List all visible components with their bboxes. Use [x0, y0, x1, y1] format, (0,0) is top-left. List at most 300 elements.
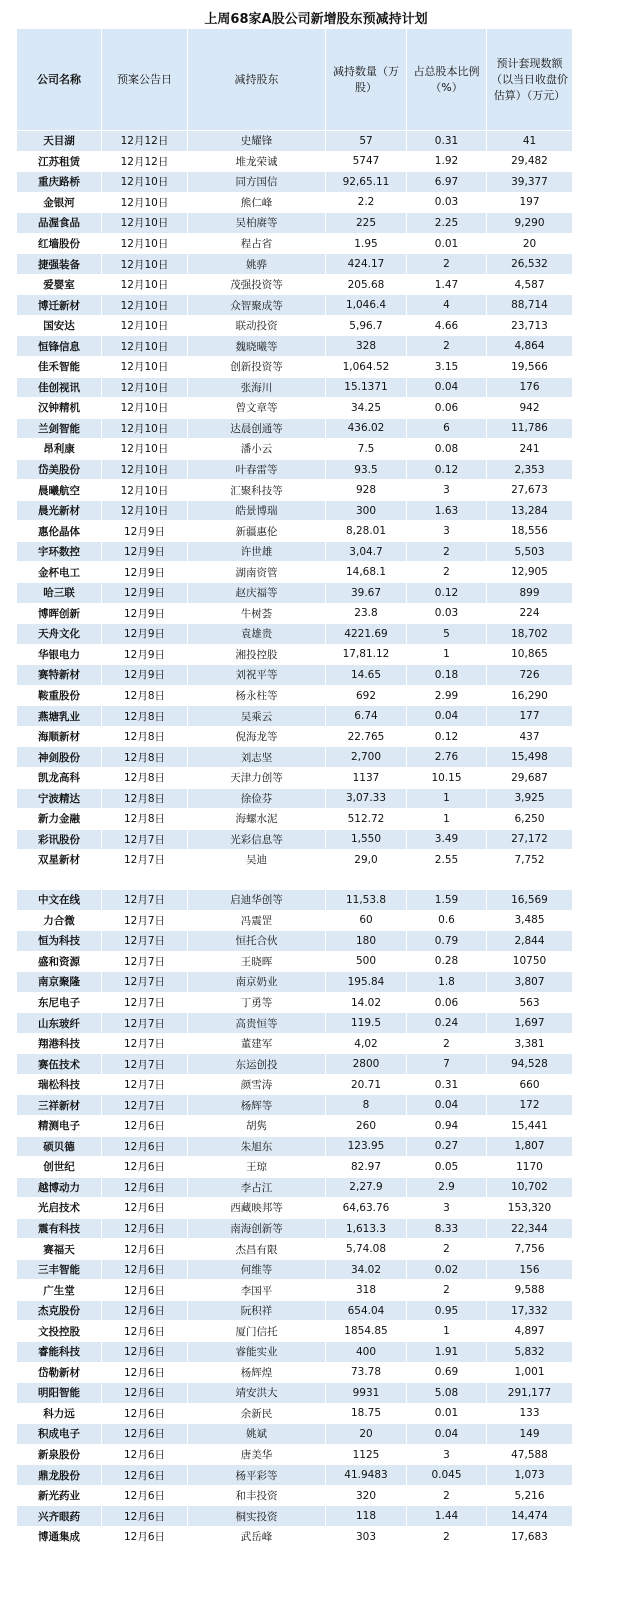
cell-company: 恒锋信息	[17, 336, 102, 357]
cell-shareholder: 袁雄贵	[188, 624, 326, 645]
cell-ratio: 0.045	[407, 1465, 487, 1486]
cell-shareholder: 冯震罡	[188, 910, 326, 931]
cell-date: 12月7日	[102, 1054, 188, 1075]
cell-company: 金银河	[17, 192, 102, 213]
cell-shareholder: 新疆惠伦	[188, 521, 326, 542]
cell-company: 盛和资源	[17, 951, 102, 972]
cell-quantity: 41.9483	[326, 1465, 407, 1486]
cell-company: 晨曦航空	[17, 480, 102, 501]
cell-ratio: 2	[407, 1280, 487, 1301]
table-title: 上周68家A股公司新增股东预减持计划	[204, 12, 428, 27]
cell-date: 12月9日	[102, 644, 188, 665]
cell-shareholder: 王琼	[188, 1157, 326, 1178]
cell-date: 12月10日	[102, 480, 188, 501]
cell-shareholder: 南京奶业	[188, 972, 326, 993]
cell-ratio: 1.59	[407, 890, 487, 911]
table-row	[17, 910, 573, 931]
cell-date: 12月7日	[102, 972, 188, 993]
cell-date: 12月6日	[102, 1403, 188, 1424]
cell-shareholder: 熊仁峰	[188, 192, 326, 213]
cell-ratio: 0.31	[407, 131, 487, 152]
cell-amount: 156	[487, 1259, 573, 1280]
cell-quantity: 18.75	[326, 1403, 407, 1424]
cell-quantity: 328	[326, 336, 407, 357]
cell-company: 睿能科技	[17, 1342, 102, 1363]
cell-quantity: 1,046.4	[326, 295, 407, 316]
table-row	[17, 459, 573, 480]
cell-ratio: 0.12	[407, 583, 487, 604]
cell-ratio: 2	[407, 254, 487, 275]
cell-shareholder: 刘祝平等	[188, 665, 326, 686]
cell-company: 瑞松科技	[17, 1074, 102, 1095]
cell-shareholder: 许世雄	[188, 541, 326, 562]
cell-quantity: 14.65	[326, 665, 407, 686]
cell-company: 重庆路桥	[17, 172, 102, 193]
cell-shareholder: 李国平	[188, 1280, 326, 1301]
cell-amount: 94,528	[487, 1054, 573, 1075]
cell-company: 品渥食品	[17, 213, 102, 234]
cell-amount: 16,569	[487, 890, 573, 911]
cell-company: 三祥新材	[17, 1095, 102, 1116]
cell-shareholder: 天津力创等	[188, 767, 326, 788]
cell-date: 12月10日	[102, 192, 188, 213]
cell-quantity: 2,700	[326, 747, 407, 768]
cell-amount: 224	[487, 603, 573, 624]
cell-shareholder: 程占省	[188, 233, 326, 254]
cell-amount: 177	[487, 706, 573, 727]
cell-ratio: 10.15	[407, 767, 487, 788]
cell-quantity: 29,0	[326, 850, 407, 871]
table-row	[17, 1136, 573, 1157]
cell-date: 12月10日	[102, 377, 188, 398]
cell-date: 12月8日	[102, 809, 188, 830]
cell-date: 12月8日	[102, 788, 188, 809]
cell-company: 晨光新材	[17, 500, 102, 521]
cell-company: 双星新材	[17, 850, 102, 871]
table-row	[17, 809, 573, 830]
cell-date: 12月7日	[102, 850, 188, 871]
cell-quantity: 1,613.3	[326, 1218, 407, 1239]
cell-shareholder: 茂强投资等	[188, 274, 326, 295]
cell-amount: 133	[487, 1403, 573, 1424]
cell-amount: 153,320	[487, 1198, 573, 1219]
cell-quantity: 9931	[326, 1383, 407, 1404]
cell-shareholder: 恒托合伙	[188, 931, 326, 952]
cell-ratio: 0.04	[407, 377, 487, 398]
cell-date: 12月7日	[102, 910, 188, 931]
table-row	[17, 1485, 573, 1506]
cell-date: 12月6日	[102, 1198, 188, 1219]
cell-quantity: 225	[326, 213, 407, 234]
cell-quantity: 303	[326, 1526, 407, 1547]
cell-ratio: 0.27	[407, 1136, 487, 1157]
cell-company: 哈三联	[17, 583, 102, 604]
table-row	[17, 767, 573, 788]
cell-date: 12月9日	[102, 665, 188, 686]
table-row	[17, 295, 573, 316]
cell-shareholder: 桐实投资	[188, 1506, 326, 1527]
cell-quantity: 260	[326, 1116, 407, 1137]
cell-date: 12月6日	[102, 1300, 188, 1321]
table-row	[17, 254, 573, 275]
cell-date: 12月9日	[102, 603, 188, 624]
cell-company: 鞍重股份	[17, 685, 102, 706]
cell-ratio: 0.94	[407, 1116, 487, 1137]
table-row	[17, 1013, 573, 1034]
cell-date: 12月10日	[102, 336, 188, 357]
cell-quantity: 4221.69	[326, 624, 407, 645]
cell-quantity: 92,65.11	[326, 172, 407, 193]
cell-quantity: 318	[326, 1280, 407, 1301]
cell-amount: 18,702	[487, 624, 573, 645]
cell-amount: 3,807	[487, 972, 573, 993]
cell-ratio: 3	[407, 480, 487, 501]
table-row	[17, 439, 573, 460]
cell-quantity: 2800	[326, 1054, 407, 1075]
cell-quantity: 195.84	[326, 972, 407, 993]
cell-amount: 17,332	[487, 1300, 573, 1321]
table-row	[17, 1198, 573, 1219]
table-row	[17, 398, 573, 419]
cell-amount: 15,498	[487, 747, 573, 768]
cell-amount: 27,172	[487, 829, 573, 850]
cell-ratio: 0.24	[407, 1013, 487, 1034]
cell-company: 杰克股份	[17, 1300, 102, 1321]
cell-company: 江苏租赁	[17, 151, 102, 172]
cell-quantity: 1125	[326, 1444, 407, 1465]
cell-ratio: 3.15	[407, 357, 487, 378]
cell-amount: 20	[487, 233, 573, 254]
cell-company: 红墙股份	[17, 233, 102, 254]
table-row	[17, 1095, 573, 1116]
cell-shareholder: 联动投资	[188, 315, 326, 336]
cell-shareholder: 湘投控股	[188, 644, 326, 665]
cell-amount: 23,713	[487, 315, 573, 336]
cell-ratio: 1	[407, 788, 487, 809]
cell-company: 神剑股份	[17, 747, 102, 768]
cell-ratio: 2	[407, 1526, 487, 1547]
table-row	[17, 972, 573, 993]
cell-quantity: 500	[326, 951, 407, 972]
cell-quantity: 3,07.33	[326, 788, 407, 809]
cell-company: 广生堂	[17, 1280, 102, 1301]
cell-ratio: 3.49	[407, 829, 487, 850]
cell-ratio: 0.04	[407, 1424, 487, 1445]
cell-ratio: 2.55	[407, 850, 487, 871]
table-row	[17, 172, 573, 193]
cell-company: 明阳智能	[17, 1383, 102, 1404]
table-row	[17, 336, 573, 357]
cell-shareholder: 靖安洪大	[188, 1383, 326, 1404]
cell-shareholder: 堆龙荣诚	[188, 151, 326, 172]
table-row	[17, 357, 573, 378]
cell-company: 岱美股份	[17, 459, 102, 480]
cell-quantity: 928	[326, 480, 407, 501]
cell-shareholder: 湖南资管	[188, 562, 326, 583]
cell-date: 12月8日	[102, 767, 188, 788]
cell-company: 震有科技	[17, 1218, 102, 1239]
cell-shareholder: 倪海龙等	[188, 726, 326, 747]
cell-ratio: 0.04	[407, 706, 487, 727]
cell-date: 12月8日	[102, 726, 188, 747]
cell-shareholder: 曾文章等	[188, 398, 326, 419]
cell-date: 12月10日	[102, 357, 188, 378]
cell-date: 12月6日	[102, 1362, 188, 1383]
cell-ratio: 2	[407, 1033, 487, 1054]
table-row	[17, 377, 573, 398]
cell-quantity: 57	[326, 131, 407, 152]
cell-company: 兰剑智能	[17, 418, 102, 439]
cell-company: 赛特新材	[17, 665, 102, 686]
cell-amount: 26,532	[487, 254, 573, 275]
cell-company: 宇环数控	[17, 541, 102, 562]
cell-ratio: 0.02	[407, 1259, 487, 1280]
cell-company: 力合微	[17, 910, 102, 931]
cell-amount: 5,832	[487, 1342, 573, 1363]
table-row	[17, 931, 573, 952]
cell-quantity: 424.17	[326, 254, 407, 275]
cell-date: 12月6日	[102, 1321, 188, 1342]
cell-ratio: 1.8	[407, 972, 487, 993]
cell-ratio: 8.33	[407, 1218, 487, 1239]
cell-shareholder: 汇聚科技等	[188, 480, 326, 501]
cell-ratio: 0.08	[407, 439, 487, 460]
cell-company: 汉钟精机	[17, 398, 102, 419]
cell-ratio: 0.03	[407, 603, 487, 624]
cell-quantity: 11,53.8	[326, 890, 407, 911]
cell-ratio: 4	[407, 295, 487, 316]
table-row	[17, 1157, 573, 1178]
cell-quantity: 3,04.7	[326, 541, 407, 562]
cell-date: 12月12日	[102, 151, 188, 172]
cell-amount: 942	[487, 398, 573, 419]
cell-ratio: 0.28	[407, 951, 487, 972]
cell-amount: 172	[487, 1095, 573, 1116]
cell-shareholder: 张海川	[188, 377, 326, 398]
table-row	[17, 1342, 573, 1363]
cell-amount: 19,566	[487, 357, 573, 378]
cell-shareholder: 众智聚成等	[188, 295, 326, 316]
cell-amount: 1,807	[487, 1136, 573, 1157]
cell-date: 12月10日	[102, 274, 188, 295]
cell-quantity: 2,27.9	[326, 1177, 407, 1198]
cell-date: 12月10日	[102, 418, 188, 439]
cell-company: 博通集成	[17, 1526, 102, 1547]
cell-quantity: 436.02	[326, 418, 407, 439]
cell-ratio: 0.69	[407, 1362, 487, 1383]
table-row	[17, 192, 573, 213]
table-body-part1	[17, 131, 573, 871]
cell-date: 12月6日	[102, 1116, 188, 1137]
cell-ratio: 0.01	[407, 1403, 487, 1424]
cell-shareholder: 颜雪涛	[188, 1074, 326, 1095]
cell-amount: 1,697	[487, 1013, 573, 1034]
cell-ratio: 1.92	[407, 151, 487, 172]
cell-quantity: 7.5	[326, 439, 407, 460]
cell-company: 山东玻纤	[17, 1013, 102, 1034]
cell-company: 硕贝德	[17, 1136, 102, 1157]
cell-amount: 16,290	[487, 685, 573, 706]
cell-shareholder: 朱旭东	[188, 1136, 326, 1157]
cell-ratio: 6.97	[407, 172, 487, 193]
cell-company: 恒为科技	[17, 931, 102, 952]
reduction-table-part2	[16, 889, 573, 1548]
cell-quantity: 123.95	[326, 1136, 407, 1157]
cell-quantity: 8,28.01	[326, 521, 407, 542]
cell-date: 12月6日	[102, 1506, 188, 1527]
cell-quantity: 119.5	[326, 1013, 407, 1034]
table-row	[17, 500, 573, 521]
cell-amount: 4,864	[487, 336, 573, 357]
cell-ratio: 1.44	[407, 1506, 487, 1527]
cell-amount: 14,474	[487, 1506, 573, 1527]
cell-shareholder: 东运创投	[188, 1054, 326, 1075]
cell-amount: 197	[487, 192, 573, 213]
cell-date: 12月12日	[102, 131, 188, 152]
table-row	[17, 131, 573, 152]
cell-date: 12月10日	[102, 439, 188, 460]
cell-company: 积成电子	[17, 1424, 102, 1445]
table-row	[17, 1218, 573, 1239]
cell-amount: 1,073	[487, 1465, 573, 1486]
cell-amount: 149	[487, 1424, 573, 1445]
table-row	[17, 418, 573, 439]
cell-shareholder: 和丰投资	[188, 1485, 326, 1506]
cell-company: 国安达	[17, 315, 102, 336]
cell-date: 12月7日	[102, 992, 188, 1013]
table-row	[17, 951, 573, 972]
cell-quantity: 1.95	[326, 233, 407, 254]
cell-shareholder: 余新民	[188, 1403, 326, 1424]
cell-quantity: 5,74.08	[326, 1239, 407, 1260]
table-row	[17, 1259, 573, 1280]
cell-amount: 3,485	[487, 910, 573, 931]
cell-amount: 10750	[487, 951, 573, 972]
cell-company: 天舟文化	[17, 624, 102, 645]
table-row	[17, 562, 573, 583]
cell-quantity: 400	[326, 1342, 407, 1363]
cell-quantity: 15.1371	[326, 377, 407, 398]
table-row	[17, 480, 573, 501]
cell-quantity: 34.25	[326, 398, 407, 419]
table-row	[17, 151, 573, 172]
cell-quantity: 60	[326, 910, 407, 931]
cell-amount: 5,216	[487, 1485, 573, 1506]
table-row	[17, 685, 573, 706]
cell-ratio: 0.03	[407, 192, 487, 213]
cell-company: 赛伍技术	[17, 1054, 102, 1075]
table-row	[17, 1506, 573, 1527]
cell-date: 12月8日	[102, 747, 188, 768]
cell-company: 岱勒新材	[17, 1362, 102, 1383]
cell-amount: 15,441	[487, 1116, 573, 1137]
cell-amount: 11,786	[487, 418, 573, 439]
cell-shareholder: 唐美华	[188, 1444, 326, 1465]
cell-company: 新力金融	[17, 809, 102, 830]
cell-amount: 39,377	[487, 172, 573, 193]
cell-ratio: 2	[407, 1239, 487, 1260]
table-row	[17, 1526, 573, 1547]
cell-company: 南京聚隆	[17, 972, 102, 993]
cell-quantity: 34.02	[326, 1259, 407, 1280]
cell-date: 12月10日	[102, 500, 188, 521]
table-row	[17, 1280, 573, 1301]
cell-shareholder: 杨平彩等	[188, 1465, 326, 1486]
header-company: 公司名称	[17, 29, 102, 131]
cell-amount: 2,844	[487, 931, 573, 952]
cell-date: 12月6日	[102, 1342, 188, 1363]
cell-company: 博迁新材	[17, 295, 102, 316]
table-row	[17, 521, 573, 542]
cell-shareholder: 史耀锋	[188, 131, 326, 152]
header-quantity: 减持数量（万股）	[326, 29, 407, 131]
cell-date: 12月7日	[102, 1013, 188, 1034]
cell-quantity: 205.68	[326, 274, 407, 295]
reduction-table-part1	[16, 28, 573, 871]
cell-date: 12月6日	[102, 1136, 188, 1157]
cell-amount: 1,001	[487, 1362, 573, 1383]
cell-ratio: 1	[407, 809, 487, 830]
cell-shareholder: 创新投资等	[188, 357, 326, 378]
cell-quantity: 64,63.76	[326, 1198, 407, 1219]
cell-ratio: 2.9	[407, 1177, 487, 1198]
cell-ratio: 2.76	[407, 747, 487, 768]
cell-amount: 47,588	[487, 1444, 573, 1465]
cell-amount: 7,756	[487, 1239, 573, 1260]
cell-ratio: 0.18	[407, 665, 487, 686]
cell-date: 12月6日	[102, 1157, 188, 1178]
cell-ratio: 0.04	[407, 1095, 487, 1116]
cell-amount: 563	[487, 992, 573, 1013]
table-row	[17, 1444, 573, 1465]
cell-amount: 241	[487, 439, 573, 460]
cell-company: 博晖创新	[17, 603, 102, 624]
table-row	[17, 233, 573, 254]
cell-amount: 17,683	[487, 1526, 573, 1547]
cell-ratio: 0.95	[407, 1300, 487, 1321]
table-row	[17, 1074, 573, 1095]
cell-company: 海顺新材	[17, 726, 102, 747]
cell-amount: 18,556	[487, 521, 573, 542]
cell-company: 金杯电工	[17, 562, 102, 583]
table-row	[17, 1465, 573, 1486]
cell-quantity: 1137	[326, 767, 407, 788]
cell-company: 越博动力	[17, 1177, 102, 1198]
cell-quantity: 23.8	[326, 603, 407, 624]
table-row	[17, 726, 573, 747]
header-ratio: 占总股本比例（%）	[407, 29, 487, 131]
cell-company: 凯龙高科	[17, 767, 102, 788]
cell-quantity: 320	[326, 1485, 407, 1506]
cell-company: 兴齐眼药	[17, 1506, 102, 1527]
cell-ratio: 2	[407, 336, 487, 357]
cell-ratio: 1	[407, 1321, 487, 1342]
cell-shareholder: 高贵恒等	[188, 1013, 326, 1034]
cell-date: 12月6日	[102, 1383, 188, 1404]
cell-quantity: 1,550	[326, 829, 407, 850]
table-row	[17, 1054, 573, 1075]
cell-company: 三丰智能	[17, 1259, 102, 1280]
table-row	[17, 1383, 573, 1404]
cell-shareholder: 徐俭芬	[188, 788, 326, 809]
table-row	[17, 1239, 573, 1260]
cell-date: 12月7日	[102, 1033, 188, 1054]
cell-shareholder: 魏晓曦等	[188, 336, 326, 357]
cell-amount: 5,503	[487, 541, 573, 562]
cell-ratio: 4.66	[407, 315, 487, 336]
cell-ratio: 5.08	[407, 1383, 487, 1404]
cell-quantity: 300	[326, 500, 407, 521]
